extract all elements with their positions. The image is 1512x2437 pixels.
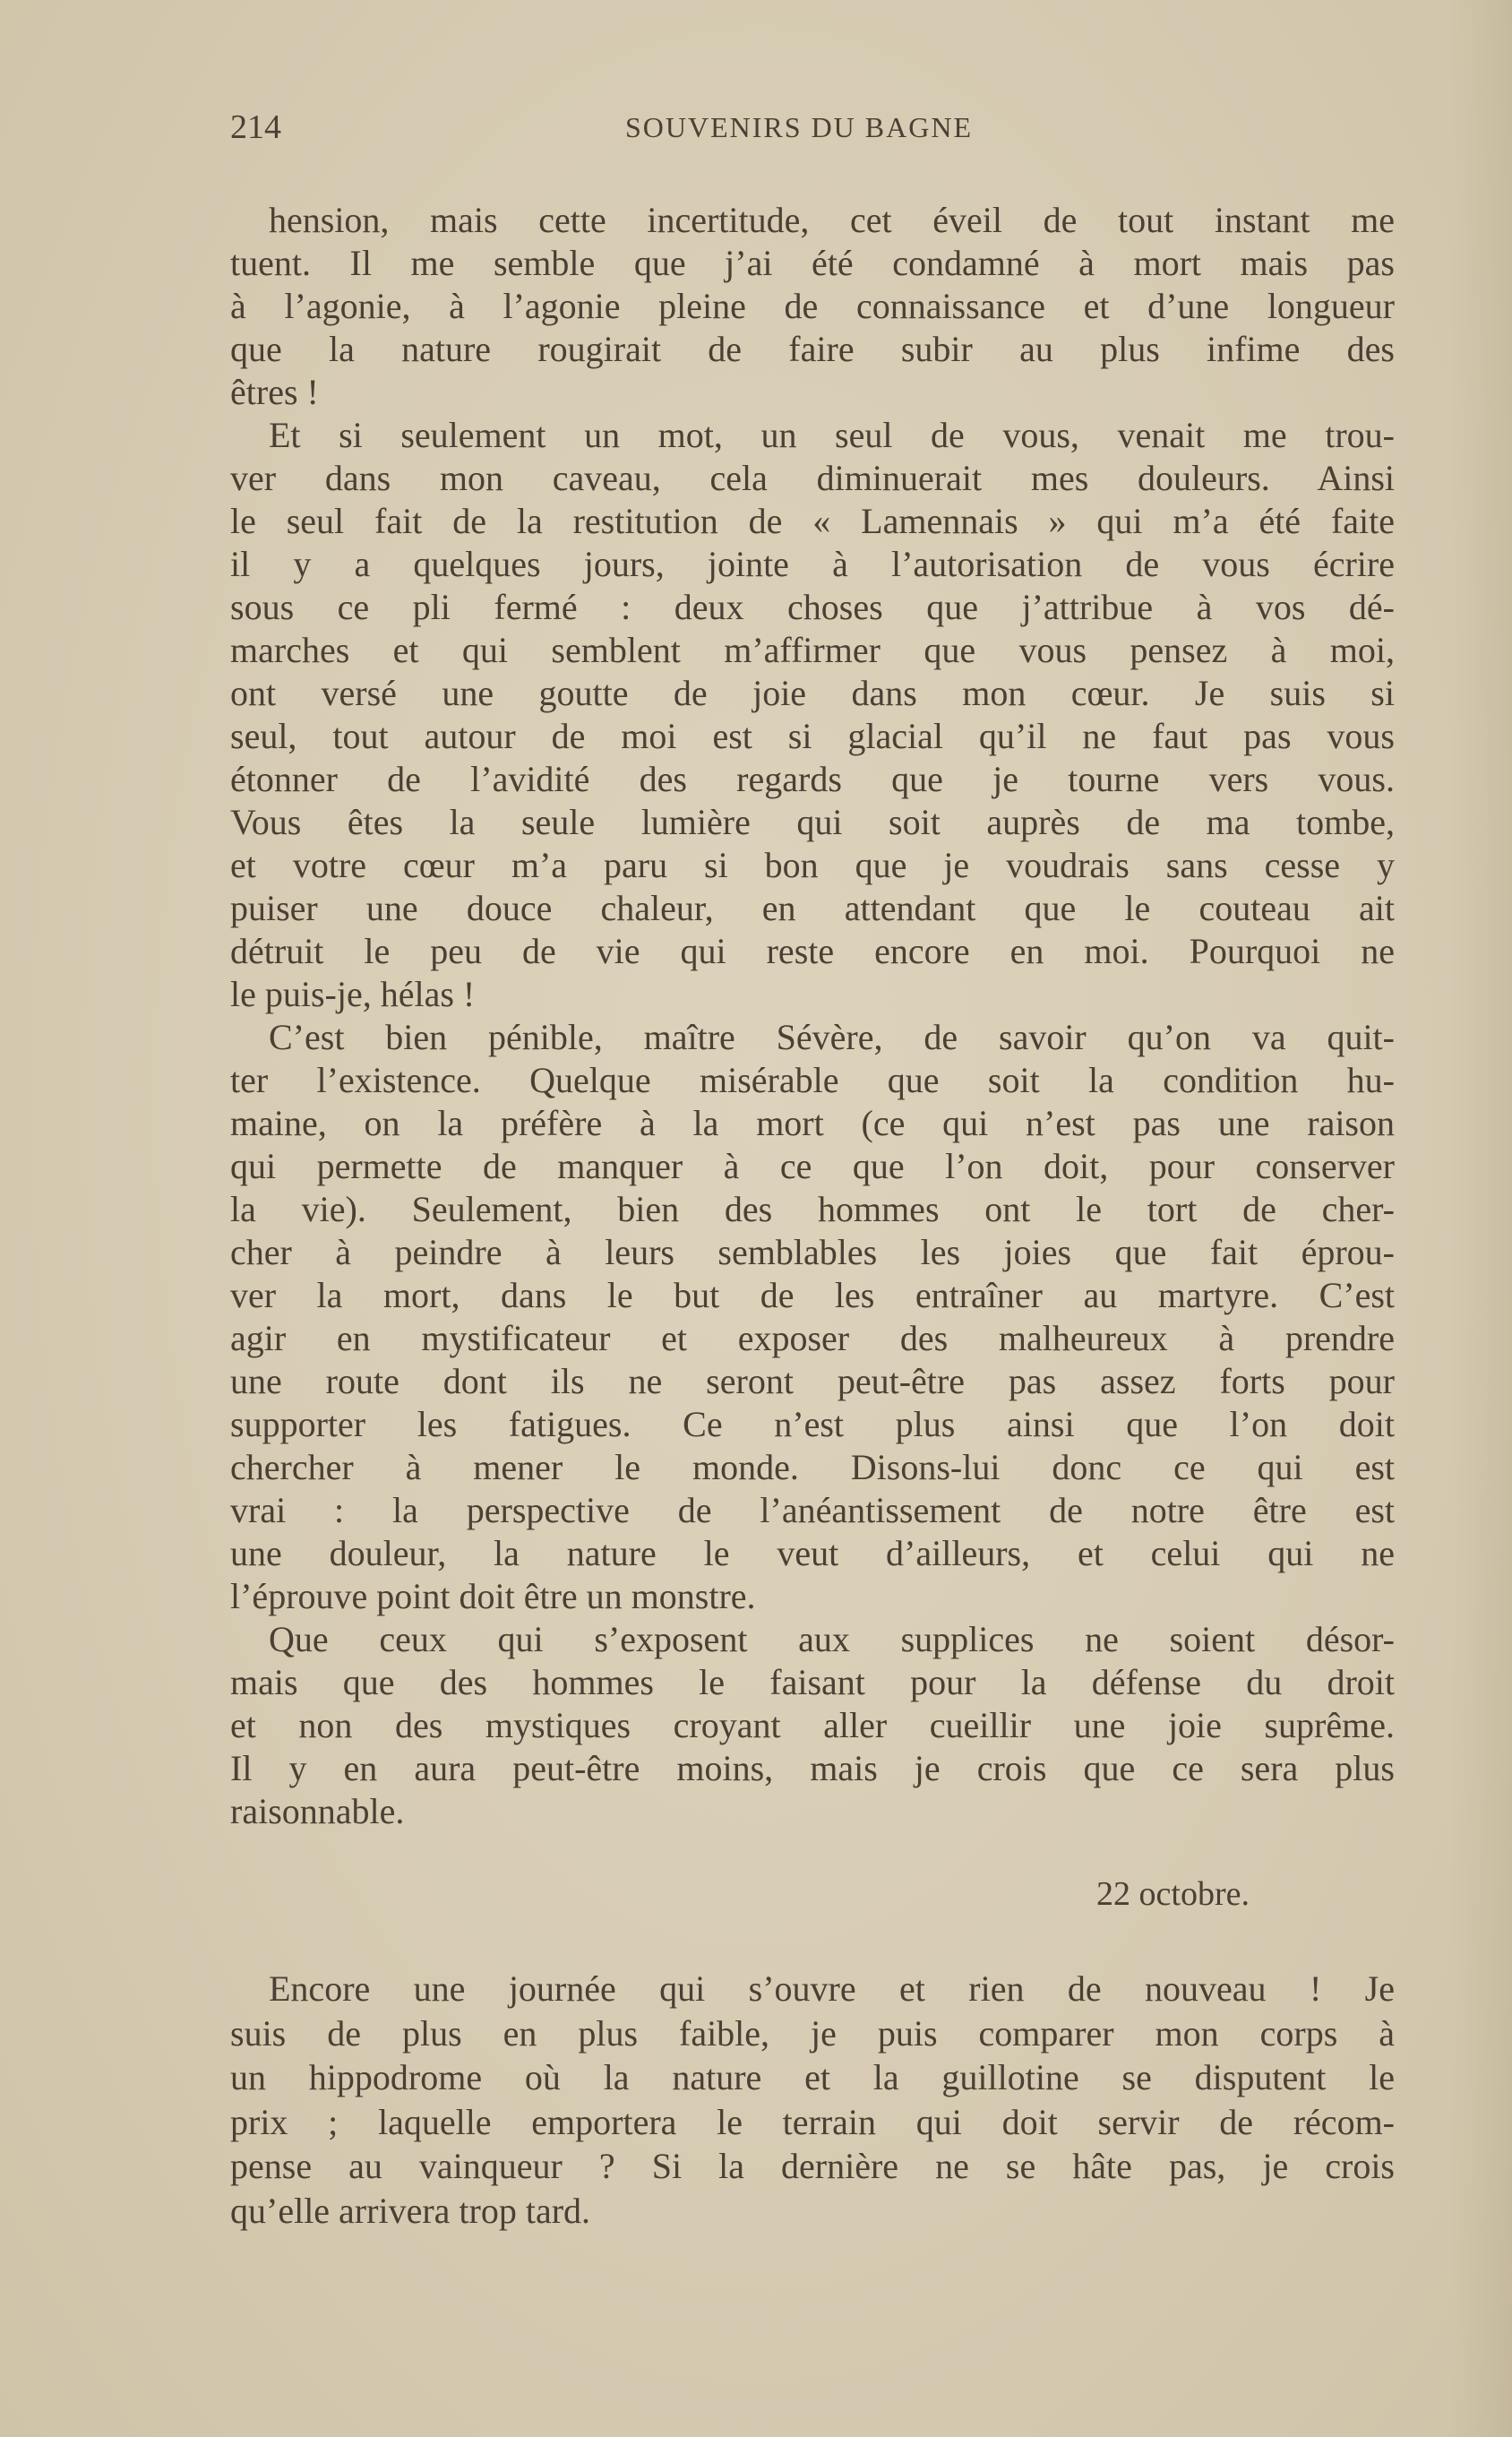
- text-line: sous ce pli fermé : deux choses que j’attribue à vos dé-: [230, 587, 1395, 627]
- text-line: il y a quelques jours, jointe à l’autorisation de vous écrire: [230, 544, 1395, 584]
- text-line: marches et qui semblent m’affirmer que vous pensez à moi,: [230, 630, 1395, 670]
- paragraph: [230, 414, 1395, 1016]
- body-text-bottom: [230, 1967, 1395, 2233]
- paragraph: [230, 1967, 1395, 2233]
- text-line: prix ; laquelle emportera le terrain qui doit servir de récom-: [230, 2101, 1395, 2142]
- text-line: puiser une douce chaleur, en attendant que le couteau ait: [230, 888, 1395, 928]
- text-line: le puis-je, hélas !: [230, 974, 476, 1014]
- text-line: la vie). Seulement, bien des hommes ont le tort de cher-: [230, 1189, 1395, 1229]
- text-line: le seul fait de la restitution de « Lamennais » qui m’a été faite: [230, 501, 1395, 541]
- text-line: et votre cœur m’a paru si bon que je voudrais sans cesse y: [230, 845, 1395, 885]
- text-line: l’éprouve point doit être un monstre.: [230, 1576, 756, 1616]
- page-number: 214: [230, 108, 281, 146]
- text-line: maine, on la préfère à la mort (ce qui n’est pas une raison: [230, 1103, 1395, 1143]
- text-line: Encore une journée qui s’ouvre et rien de nouveau ! Je: [269, 1968, 1395, 2009]
- page-edge-shadow: [1449, 0, 1512, 2437]
- text-line: qui permette de manquer à ce que l’on doit, pour conserver: [230, 1146, 1395, 1186]
- text-line: ter l’existence. Quelque misérable que soit la condition hu-: [230, 1060, 1395, 1100]
- text-line: vrai : la perspective de l’anéantissement de notre être est: [230, 1490, 1395, 1530]
- text-line: une route dont ils ne seront peut-être pas assez forts pour: [230, 1361, 1395, 1401]
- text-line: raisonnable.: [230, 1791, 405, 1831]
- text-line: Que ceux qui s’exposent aux supplices ne soient désor-: [269, 1619, 1395, 1659]
- text-line: une douleur, la nature le veut d’ailleurs, et celui qui ne: [230, 1533, 1395, 1573]
- text-line: êtres !: [230, 372, 319, 412]
- text-line: à l’agonie, à l’agonie pleine de connaissance et d’une longueur: [230, 286, 1395, 326]
- text-line: ver dans mon caveau, cela diminuerait mes douleurs. Ainsi: [230, 458, 1395, 498]
- text-line: Il y en aura peut-être moins, mais je crois que ce sera plus: [230, 1748, 1395, 1788]
- paragraph: [230, 199, 1395, 414]
- paragraph: [230, 1016, 1395, 1618]
- text-line: agir en mystificateur et exposer des malheureux à prendre: [230, 1318, 1395, 1358]
- text-line: qu’elle arrivera trop tard.: [230, 2190, 591, 2231]
- text-line: ver la mort, dans le but de les entraîner au martyre. C’est: [230, 1275, 1395, 1315]
- text-line: supporter les fatigues. Ce n’est plus ainsi que l’on doit: [230, 1404, 1395, 1444]
- text-line: chercher à mener le monde. Disons-lui donc ce qui est: [230, 1447, 1395, 1487]
- text-line: et non des mystiques croyant aller cueillir une joie suprême.: [230, 1705, 1395, 1745]
- text-line: cher à peindre à leurs semblables les joies que fait éprou-: [230, 1232, 1395, 1272]
- page-header: [230, 108, 1395, 152]
- body-text-top: [230, 199, 1395, 1833]
- text-line: étonner de l’avidité des regards que je tourne vers vous.: [230, 759, 1395, 799]
- text-line: C’est bien pénible, maître Sévère, de savoir qu’on va quit-: [269, 1017, 1395, 1057]
- text-line: détruit le peu de vie qui reste encore en moi. Pourquoi ne: [230, 931, 1395, 971]
- text-line: un hippodrome où la nature et la guillotine se disputent le: [230, 2057, 1395, 2097]
- text-line: Vous êtes la seule lumière qui soit auprès de ma tombe,: [230, 802, 1395, 842]
- text-line: tuent. Il me semble que j’ai été condamné à mort mais pas: [230, 243, 1395, 283]
- text-line: mais que des hommes le faisant pour la défense du droit: [230, 1662, 1395, 1702]
- text-line: Et si seulement un mot, un seul de vous, venait me trou-: [269, 415, 1395, 455]
- paragraph: [230, 1618, 1395, 1833]
- text-line: seul, tout autour de moi est si glacial qu’il ne faut pas vous: [230, 716, 1395, 756]
- text-line: pense au vainqueur ? Si la dernière ne se hâte pas, je crois: [230, 2146, 1395, 2186]
- text-line: suis de plus en plus faible, je puis comparer mon corps à: [230, 2012, 1395, 2054]
- text-line: que la nature rougirait de faire subir au plus infime des: [230, 329, 1395, 369]
- running-title: SOUVENIRS DU BAGNE: [624, 111, 973, 143]
- text-line: ont versé une goutte de joie dans mon cœur. Je suis si: [230, 673, 1395, 713]
- text-line: hension, mais cette incertitude, cet éveil de tout instant me: [269, 200, 1395, 240]
- entry-date: 22 octobre.: [1096, 1875, 1250, 1913]
